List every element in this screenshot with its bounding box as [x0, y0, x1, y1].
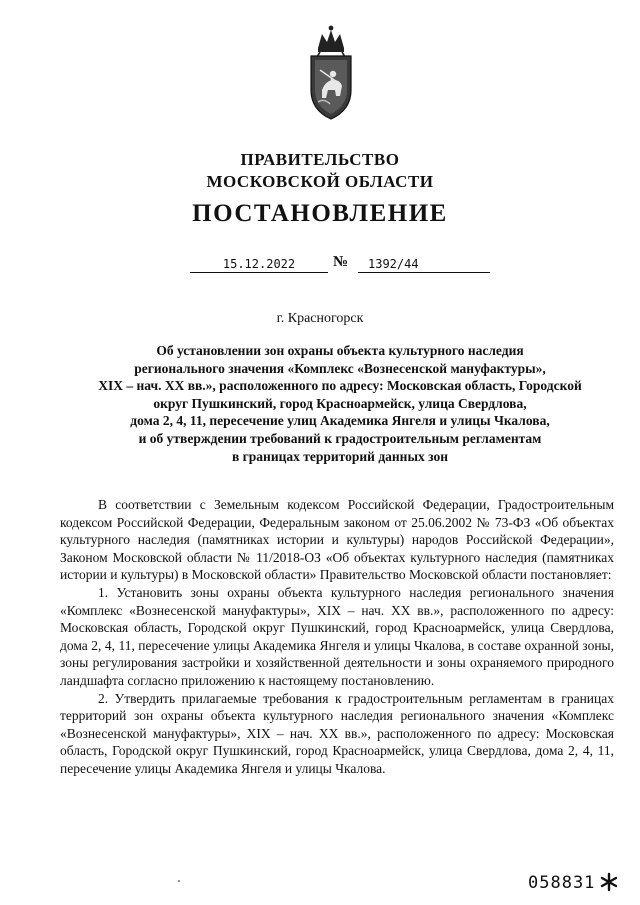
government-name-line1: ПРАВИТЕЛЬСТВО	[240, 150, 400, 169]
title-line: регионального значения «Комплекс «Вознесенской мануфактуры»,	[134, 360, 546, 376]
government-name-line2: МОСКОВСКОЙ ОБЛАСТИ	[206, 172, 434, 191]
preamble-paragraph: В соответствии с Земельным кодексом Российской Федерации, Градостроительным кодексом Российской Федерации, Федеральным законом от 25.06.2002 № 73-ФЗ «Об объектах культурного наследия (памятниках истории и культуры) народов Российской Федерации», Законом Московской области № 11/2018-ОЗ «Об объектах культурного наследия (памятниках истории и культуры) в Московской области» Правительство Московской области постановляет:	[60, 497, 614, 583]
city-line: г. Красногорск	[276, 311, 364, 326]
asterisk-mark-icon	[599, 871, 619, 893]
document-title	[60, 342, 620, 465]
date-number-line	[190, 254, 490, 276]
title-line: в границах территорий данных зон	[232, 448, 448, 464]
document-date: 15.12.2022	[190, 257, 328, 273]
title-line: Об установлении зон охраны объекта культурного наследия	[156, 343, 524, 358]
title-line: дома 2, 4, 11, пересечение улиц Академика Янгеля и улицы Чкалова,	[130, 413, 550, 429]
document-type-heading: ПОСТАНОВЛЕНИЕ	[192, 200, 448, 227]
scan-speck	[178, 880, 180, 882]
title-line: и об утверждении требований к градостроительным регламентам	[138, 430, 542, 446]
number-label: №	[333, 254, 349, 270]
clause-1-paragraph: 1. Установить зоны охраны объекта культурного наследия регионального значения «Комплекс «Вознесенской мануфактуры», XIX – нач. XX вв.», расположенного по адресу: Московская область, Городской округ Пушкинский, город Красноармейск, улица Свердлова, дома 2, 4, 11, пересечение улицы Академика Янгеля и улицы Чкалова, в составе охранной зоны, зоны регулирования застройки и хозяйственной деятельности и зоны охраняемого природного ландшафта согласно приложению к настоящему постановлению.	[60, 584, 614, 688]
clause-2-paragraph: 2. Утвердить прилагаемые требования к градостроительным регламентам в границах территорий зон охраны объекта культурного наследия регионального значения «Комплекс «Вознесенской мануфактуры», XIX – нач. XX вв.», расположенного по адресу: Московская область, Городской округ Пушкинский, город Красноармейск, улица Свердлова, дома 2, 4, 11, пересечение улицы Академика Янгеля и улицы Чкалова.	[60, 690, 614, 776]
title-line: округ Пушкинский, город Красноармейск, улица Свердлова,	[153, 395, 527, 411]
document-body	[60, 496, 614, 778]
title-line: XIX – нач. XX вв.», расположенного по адресу: Московская область, Городской	[98, 378, 582, 394]
serial-number: 058831	[528, 873, 596, 893]
coat-of-arms-icon	[300, 24, 362, 122]
document-number: 1392/44	[358, 257, 490, 273]
